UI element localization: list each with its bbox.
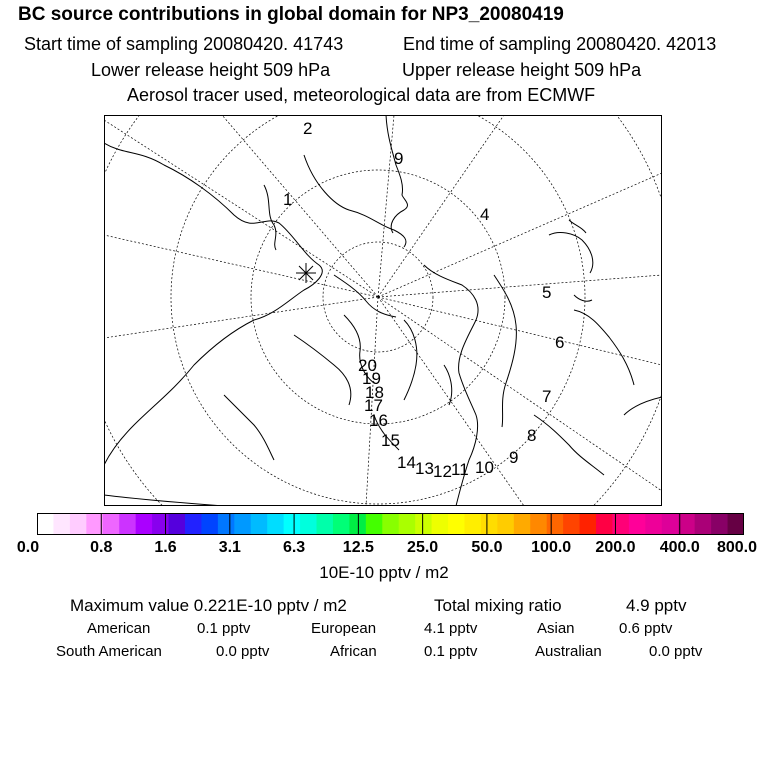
track-label: 5 [542,283,552,302]
colorbar-cell [629,513,646,535]
track-label: 18 [365,383,384,402]
colorbar-cell [432,513,449,535]
region-value-asian: 0.6 pptv [619,620,673,637]
region-value-african: 0.1 pptv [424,643,478,660]
colorbar-cell [201,513,218,535]
colorbar-cell [415,513,432,535]
track-label: 20 [358,356,377,375]
track-label: 10 [475,458,494,477]
colorbar-cell [169,513,186,535]
plot-title: BC source contributions in global domain for NP3_20080419 [18,4,564,25]
cross-marker [296,263,316,283]
end-time-label: End time of sampling 20080420. 42013 [403,34,717,54]
colorbar-tick-label: 6.3 [282,539,306,556]
track-label: 9 [394,149,404,168]
upper-height-label: Upper release height 509 hPa [402,60,642,80]
colorbar-tick-label: 3.1 [218,539,241,556]
colorbar-cell [70,513,87,535]
total-mixing-label: Total mixing ratio [434,596,562,615]
colorbar-cell [464,513,481,535]
track-label: 2 [303,119,313,138]
colorbar-cell [547,513,564,535]
colorbar-cell [580,513,597,535]
track-label: 13 [415,459,434,478]
track-label: 16 [369,411,388,430]
colorbar-tick-label: 800.0 [716,539,758,556]
colorbar-cell [497,513,514,535]
colorbar-cell [563,513,580,535]
max-value-label: Maximum value 0.221E-10 pptv / m2 [70,596,347,615]
colorbar-cell [333,513,350,535]
colorbar-cell [695,513,712,535]
colorbar-cell [596,513,613,535]
track-label: 12 [433,462,452,481]
track-label: 6 [555,333,565,352]
start-time-label: Start time of sampling 20080420. 41743 [24,34,344,54]
colorbar-cell [645,513,662,535]
region-name-asian: Asian [537,620,575,637]
colorbar-cell [481,513,498,535]
track-label: 1 [283,190,293,209]
track-label: 11 [451,460,469,479]
colorbar-cell [382,513,399,535]
colorbar-cell [530,513,547,535]
colorbar-tick-label: 200.0 [595,539,636,556]
colorbar-tick-label: 50.0 [471,539,503,556]
track-label: 4 [480,205,490,224]
colorbar-cell [300,513,317,535]
colorbar-cell [678,513,695,535]
colorbar-cell [514,513,531,535]
colorbar-cell [103,513,120,535]
region-value-american: 0.1 pptv [197,620,251,637]
colorbar-tick-label: 25.0 [407,539,439,556]
colorbar-cell [317,513,334,535]
colorbar-cell [136,513,153,535]
colorbar-tick-label: 400.0 [659,539,700,556]
colorbar-cell [662,513,679,535]
tracer-info-label: Aerosol tracer used, meteorological data are from ECMWF [127,85,596,105]
colorbar-cell [728,513,744,535]
region-name-american: American [87,620,151,637]
colorbar-cell [711,513,728,535]
colorbar-cell [399,513,416,535]
colorbar-cell [251,513,268,535]
colorbar-tick-label: 1.6 [154,539,177,556]
colorbar-cell [37,513,54,535]
colorbar-cell [284,513,301,535]
map-panel [104,115,662,506]
region-name-australian: Australian [535,643,602,660]
colorbar-cell [234,513,251,535]
track-label: 9 [509,448,519,467]
colorbar [37,513,744,535]
colorbar-tick-label: 100.0 [531,539,572,556]
region-name-european: European [311,620,377,637]
colorbar-cell [53,513,70,535]
colorbar-tick-label: 12.5 [342,539,374,556]
colorbar-cell [267,513,284,535]
track-label: 19 [362,369,381,388]
track-label: 17 [364,396,383,415]
colorbar-tick-label: 0.8 [90,539,113,556]
region-value-australian: 0.0 pptv [649,643,703,660]
colorbar-cell [185,513,202,535]
colorbar-cell [152,513,169,535]
colorbar-cell [86,513,103,535]
track-label: 15 [381,431,400,450]
lower-height-label: Lower release height 509 hPa [91,60,331,80]
region-value-south-american: 0.0 pptv [216,643,270,660]
colorbar-cell [119,513,136,535]
colorbar-cell [448,513,465,535]
track-label: 7 [542,387,552,406]
colorbar-unit: 10E-10 pptv / m2 [319,563,449,582]
colorbar-cell [366,513,383,535]
colorbar-cell [218,513,235,535]
total-mixing-value: 4.9 pptv [626,596,687,615]
colorbar-tick-label: 0.0 [16,539,40,556]
region-name-south-american: South American [56,643,162,660]
track-label: 8 [527,426,537,445]
region-value-european: 4.1 pptv [424,620,478,637]
region-name-african: African [330,643,377,660]
track-label: 14 [397,453,416,472]
